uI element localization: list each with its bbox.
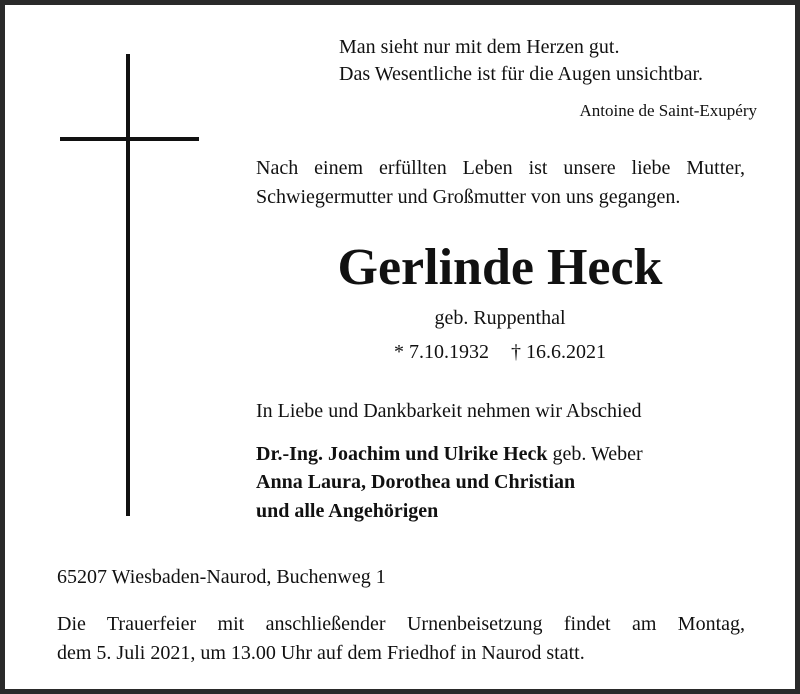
funeral-line-2: dem 5. Juli 2021, um 13.00 Uhr auf dem Friedhof in Naurod statt. — [57, 642, 585, 664]
farewell-text: In Liebe und Dankbarkeit nehmen wir Abschied — [256, 400, 642, 422]
life-dates — [256, 340, 744, 364]
intro-line-1: Nach einem erfüllten Leben ist unsere liebe Mutter, — [256, 157, 745, 179]
birth-date: * 7.10.1932 — [394, 341, 489, 363]
mourners-names: Dr.-Ing. Joachim und Ulrike Heck — [256, 443, 548, 465]
mourners-maiden: geb. Weber — [547, 443, 643, 465]
quote-author: Antoine de Saint-Exupéry — [579, 101, 757, 120]
death-date: † 16.6.2021 — [511, 341, 606, 363]
quote-line-1: Man sieht nur mit dem Herzen gut. — [339, 36, 620, 58]
address: 65207 Wiesbaden-Naurod, Buchenweg 1 — [57, 566, 386, 588]
funeral-line-1: Die Trauerfeier mit anschließender Urnenbeisetzung findet am Montag, — [57, 613, 745, 635]
mourners-line-3: und alle Angehörigen — [256, 500, 439, 522]
maiden-name: geb. Ruppenthal — [434, 307, 566, 329]
mourners-line-1 — [256, 442, 643, 466]
quote-line-2: Das Wesentliche ist für die Augen unsichtbar. — [339, 63, 704, 85]
intro-line-2: Schwiegermutter und Großmutter von uns gegangen. — [256, 186, 681, 208]
deceased-name: Gerlinde Heck — [337, 239, 663, 296]
mourners-line-2: Anna Laura, Dorothea und Christian — [256, 471, 576, 493]
